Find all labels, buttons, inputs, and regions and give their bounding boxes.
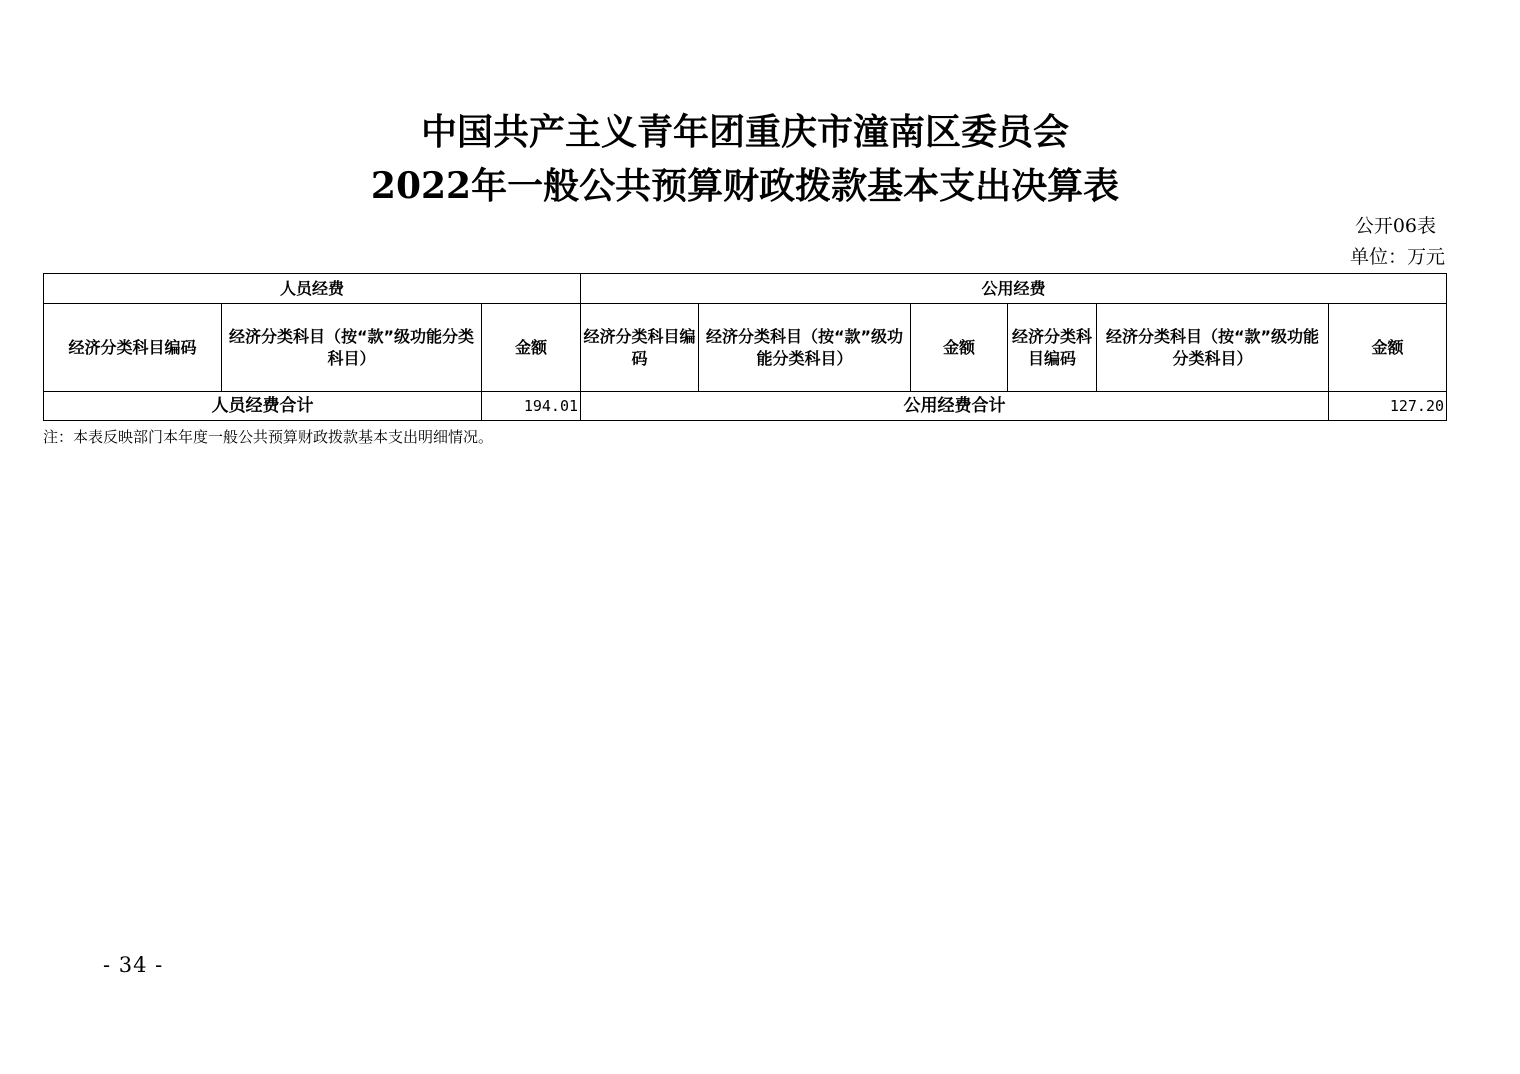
public-total-value: 127.20	[1329, 392, 1447, 421]
header-personnel-item: 经济分类科目（按“款”级功能分类科目）	[222, 304, 482, 392]
basic-expenditure-table	[43, 273, 1447, 421]
page-number: - 34 -	[103, 953, 164, 977]
table-note: 注：本表反映部门本年度一般公共预算财政拨款基本支出明细情况。	[43, 428, 494, 446]
unit-label: 单位：万元	[1349, 246, 1445, 268]
table-code: 公开06表	[1354, 215, 1436, 237]
personnel-total-value: 194.01	[482, 392, 581, 421]
header-public-item-1: 经济分类科目（按“款”级功能分类科目）	[699, 304, 911, 392]
header-personnel-amount: 金额	[482, 304, 581, 392]
group-public: 公用经费	[581, 274, 1447, 304]
header-public-amount-2: 金额	[1329, 304, 1447, 392]
header-public-code-1: 经济分类科目编码	[581, 304, 699, 392]
header-public-code-2: 经济分类科目编码	[1008, 304, 1097, 392]
group-header-row	[44, 274, 1447, 304]
header-public-amount-1: 金额	[911, 304, 1008, 392]
personnel-total-label: 人员经费合计	[44, 392, 482, 421]
column-header-row	[44, 304, 1447, 392]
group-personnel: 人员经费	[44, 274, 581, 304]
document-title-line-1: 中国共产主义青年团重庆市潼南区委员会	[420, 111, 1069, 153]
document-title-line-2: 2022年一般公共预算财政拨款基本支出决算表	[370, 165, 1120, 207]
header-personnel-code: 经济分类科目编码	[44, 304, 222, 392]
header-public-item-2: 经济分类科目（按“款”级功能分类科目）	[1097, 304, 1329, 392]
public-total-label: 公用经费合计	[581, 392, 1329, 421]
total-row	[44, 392, 1447, 421]
